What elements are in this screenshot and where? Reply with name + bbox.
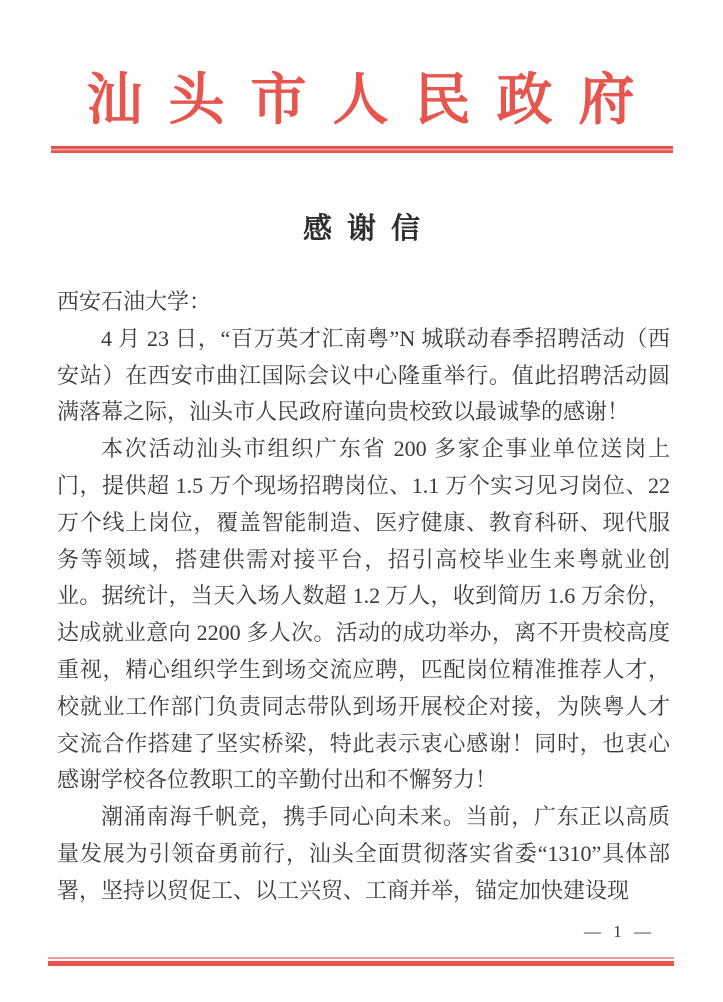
letterhead-org-name: 汕头市人民政府 [86, 70, 661, 132]
letter-paragraph-2: 本次活动汕头市组织广东省 200 多家企事业单位送岗上门，提供超 1.5 万个现场招聘岗位、1.1 万个实习见习岗位、22 万个线上岗位，覆盖智能制造、医疗健康、教育科研、现代服务等领域，搭建供需对接平台，招引高校毕业生来粤就业创业。据统计，当天入场人数超 1.2 万人，收到简历 1.6 万余份，达成就业意向 2200 多人次。活动的成功举办，离不开贵校高度重视，精心组织学生到场交流应聘，匹配岗位精准推荐人才，校就业工作部门负责同志带队到场开展校企对接，为陕粤人才交流合作搭建了坚实桥梁，特此表示衷心感谢！同时，也衷心感谢学校各位教职工的辛勤付出和不懈努力！ [57, 436, 670, 793]
letterhead-red-rule [51, 146, 673, 153]
letter-title: 感谢信 [302, 213, 435, 245]
letter-salutation: 西安石油大学： [57, 289, 212, 314]
page-number: — 1 — [584, 922, 655, 941]
letter-paragraph-1: 4 月 23 日，“百万英才汇南粤”N 城联动春季招聘活动（西安站）在西安市曲江国际会议中心隆重举行。值此招聘活动圆满落幕之际，汕头市人民政府谨向贵校致以最诚挚的感谢！ [57, 325, 670, 425]
letter-paragraph-3: 潮涌南海千帆竞，携手同心向未来。当前，广东正以高质量发展为引领奋勇前行，汕头全面贯彻落实省委“1310”具体部署，坚持以贸促工、以工兴贸、工商并举，锚定加快建设现 [57, 804, 670, 903]
footer-red-rule [48, 957, 674, 966]
letter-body [57, 284, 670, 910]
